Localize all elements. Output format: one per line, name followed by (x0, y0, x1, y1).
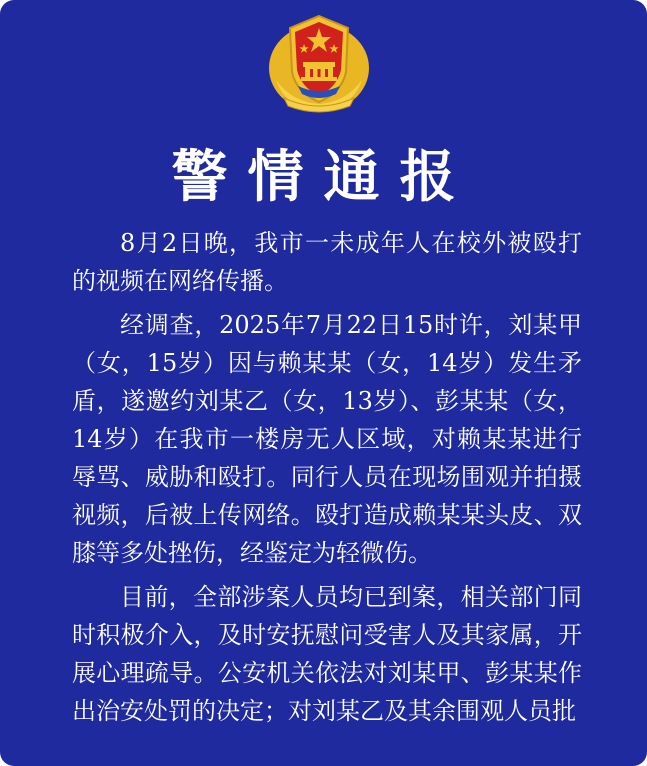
paragraph-current-status: 目前，全部涉案人员均已到案，相关部门同时积极介入，及时安抚慰问受害人及其家属，开展心理疏导。公安机关依法对刘某甲、彭某某作出治安处罚的决定；对刘某乙及其余围观人员批 (72, 583, 582, 725)
paragraph-incident: 8月2日晚，我市一未成年人在校外被殴打的视频在网络传播。 (72, 229, 582, 295)
notice-title: 警情通报 (171, 144, 476, 210)
notice-body (72, 224, 582, 736)
police-emblem-icon (266, 10, 372, 116)
paragraph-investigation: 经调查，2025年7月22日15时许，刘某甲（女，15岁）因与赖某某（女，14岁）发生矛盾，遂邀约刘某乙（女，13岁）、彭某某（女，14岁）在我市一楼房无人区域，对赖某某进行辱骂、威胁和殴打。同行人员在现场围观并拍摄视频，后被上传网络。殴打造成赖某某头皮、双膝等多处挫伤，经鉴定为轻微伤。 (72, 311, 582, 567)
